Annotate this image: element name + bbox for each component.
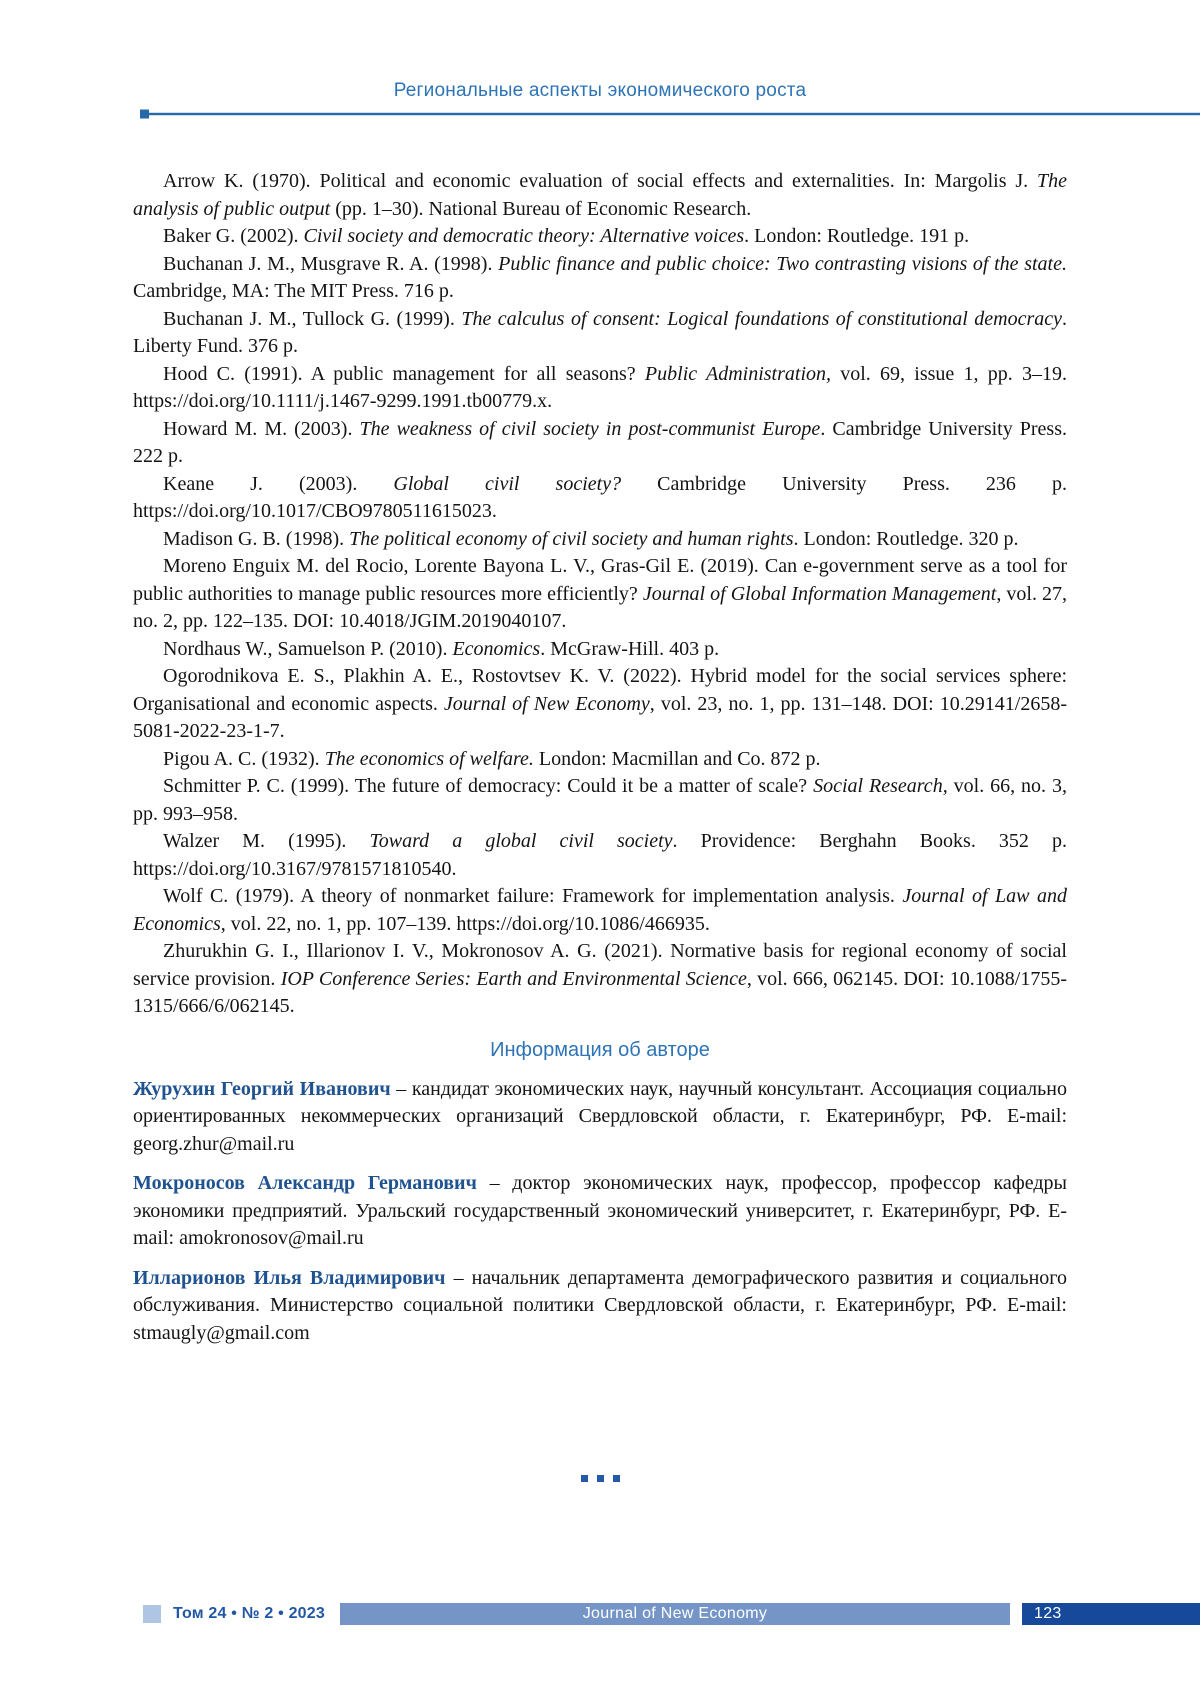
reference-text: Moreno Enguix M. del Rocio, Lorente Bayona L. V., Gras-Gil E. (2019). Can e-government serve as a tool for public authorities to manage public resources more efficiently? [133,555,1067,605]
reference-text: , vol. 23, no. 1, pp. 131–148. DOI: 10.29141/2658-5081-2022-23-1-7. [133,692,1067,742]
footer-volume-issue: Том 24 • № 2 • 2023 [173,1605,325,1622]
reference-italic-text: The analysis of public output [133,170,1067,220]
reference-italic-text: Journal of Global Information Management [642,582,997,605]
reference-text: Zhurukhin G. I., Illarionov I. V., Mokronosov A. G. (2021). Normative basis for regional economy of social service provision. [133,940,1067,990]
author-description: – начальник департамента демографического развития и социального обслуживания. Министерство социальной политики Свердловской области, г. Екатеринбург, РФ. E-mail: stmaugly@gmail.com [133,1266,1067,1344]
reference-text: . Cambridge University Press. 222 p. [133,417,1068,467]
reference-italic-text: The weakness of civil society in post-communist Europe [359,417,821,440]
reference-text: . McGraw-Hill. 403 p. [540,637,720,660]
author-description: – кандидат экономических наук, научный консультант. Ассоциация социально ориентированных некоммерческих организаций Свердловской области, г. Екатеринбург, РФ. E-mail: georg.zhur@mail.ru [133,1077,1067,1155]
reference-text: , vol. 22, no. 1, pp. 107–139. https://doi.org/10.1086/466935. [220,912,710,935]
reference-text: vol. 69, issue 1, pp. 3–19. https://doi.org/10.1111/j.1467-9299.1991.tb00779.x. [133,362,1067,412]
reference-italic-text: Toward a global civil society [369,830,673,852]
header-rule-square-icon [140,110,149,119]
reference-item [133,663,1067,746]
reference-text: Schmitter P. C. (1999). The future of democracy: Could it be a matter of scale? [163,775,814,797]
reference-text: Cambridge, MA: The MIT Press. 716 p. [133,280,454,302]
reference-item [133,938,1067,1021]
reference-text: (pp. 1–30). National Bureau of Economic Research. [330,197,752,220]
reference-item [133,416,1067,471]
reference-italic-text: Public Administration, [644,362,832,385]
footer-page-number: 123 [1034,1605,1062,1622]
reference-italic-text: The economics of welfare. [324,747,534,770]
reference-item [133,223,1067,251]
reference-italic-text: IOP Conference Series: Earth and Environmental Science [280,967,747,990]
reference-text: Pigou A. C. (1932). [163,747,325,770]
reference-text: Keane J. (2003). [163,472,394,495]
reference-text: . Liberty Fund. 376 p. [133,307,1067,357]
author-item [133,1076,1067,1159]
reference-text: Buchanan J. M., Musgrave R. A. (1998). [163,252,499,275]
reference-item [133,773,1067,828]
reference-text: Hood C. (1991). A public management for all seasons? [163,362,645,385]
footer-page-bar [1022,1603,1200,1625]
separator-dot-icon [581,1475,588,1482]
author-description: – доктор экономических наук, профессор, профессор кафедры экономики предприятий. Уральский государственный экономический университет, г. Екатеринбург, РФ. E-mail: amokronosov@mail.ru [133,1172,1067,1249]
reference-italic-text: Journal of Law and Economics [133,885,1067,935]
reference-text: Walzer M. (1995). [163,830,370,852]
reference-text: Wolf C. (1979). A theory of nonmarket failure: Framework for implementation analysis. [163,885,903,907]
reference-text: . London: Routledge. 320 p. [793,527,1019,550]
header-rule [140,112,1200,116]
reference-item [133,883,1067,938]
reference-item [133,471,1067,526]
reference-item [133,251,1067,306]
reference-text: vol. 66, no. 3, pp. 993–958. [133,775,1067,825]
reference-text: London: Macmillan and Co. 872 p. [533,747,821,770]
reference-text: Nordhaus W., Samuelson P. (2010). [163,637,453,660]
reference-italic-text: Journal of New Economy [443,692,650,715]
reference-item [133,828,1067,883]
authors-section-title: Информация об авторе [490,1038,710,1061]
reference-italic-text: Civil society and democratic theory: Alternative voices [303,225,745,247]
author-name: Журухин Георгий Иванович [133,1077,391,1100]
reference-item [133,746,1067,774]
reference-item [133,361,1067,416]
reference-text: Cambridge University Press. 236 p. https://doi.org/10.1017/CBO9780511615023. [133,472,1068,522]
reference-text: Howard M. M. (2003). [163,417,360,440]
reference-text: Baker G. (2002). [163,225,304,247]
author-item [133,1265,1067,1348]
reference-item [133,306,1067,361]
reference-item [133,636,1067,664]
reference-italic-text: Public finance and public choice: Two contrasting visions of the state. [498,252,1067,275]
author-name: Мокроносов Александр Германович [133,1172,477,1194]
author-item [133,1170,1067,1253]
reference-text: Arrow K. (1970). Political and economic evaluation of social effects and externalities. In: Margolis J. [163,170,1037,192]
references-list [133,168,1067,1021]
authors-list [133,1076,1067,1348]
footer-journal-bar [340,1603,1010,1625]
section-separator-dots [0,1475,1200,1482]
separator-dot-icon [613,1475,620,1482]
reference-italic-text: Social Research, [813,775,948,797]
reference-text: , vol. 27, no. 2, pp. 122–135. DOI: 10.4018/JGIM.2019040107. [133,582,1067,632]
footer-journal-name: Journal of New Economy [582,1605,768,1622]
reference-text: Madison G. B. (1998). [163,527,350,550]
reference-italic-text: The political economy of civil society and human rights [349,527,794,550]
author-name: Илларионов Илья Владимирович [133,1266,446,1289]
reference-text: Ogorodnikova E. S., Plakhin A. E., Rostovtsev K. V. (2022). Hybrid model for the social services sphere: Organisational and economic aspects. [133,665,1067,715]
reference-text: , vol. 666, 062145. DOI: 10.1088/1755-1315/666/6/062145. [133,967,1067,1017]
reference-italic-text: Economics [452,637,541,660]
reference-italic-text: The calculus of consent: Logical foundations of constitutional democracy [461,307,1062,330]
reference-text: . Providence: Berghahn Books. 352 p. https://doi.org/10.3167/9781571810540. [133,830,1067,880]
footer-square-icon [143,1605,161,1623]
reference-italic-text: Global civil society? [393,472,622,495]
reference-text: . London: Routledge. 191 p. [744,225,970,247]
page-footer [143,1603,1200,1625]
reference-text: Buchanan J. M., Tullock G. (1999). [163,307,462,330]
running-head-title: Региональные аспекты экономического роста [393,80,807,101]
separator-dot-icon [597,1475,604,1482]
reference-item [133,168,1067,223]
reference-item [133,553,1067,636]
reference-item [133,526,1067,554]
